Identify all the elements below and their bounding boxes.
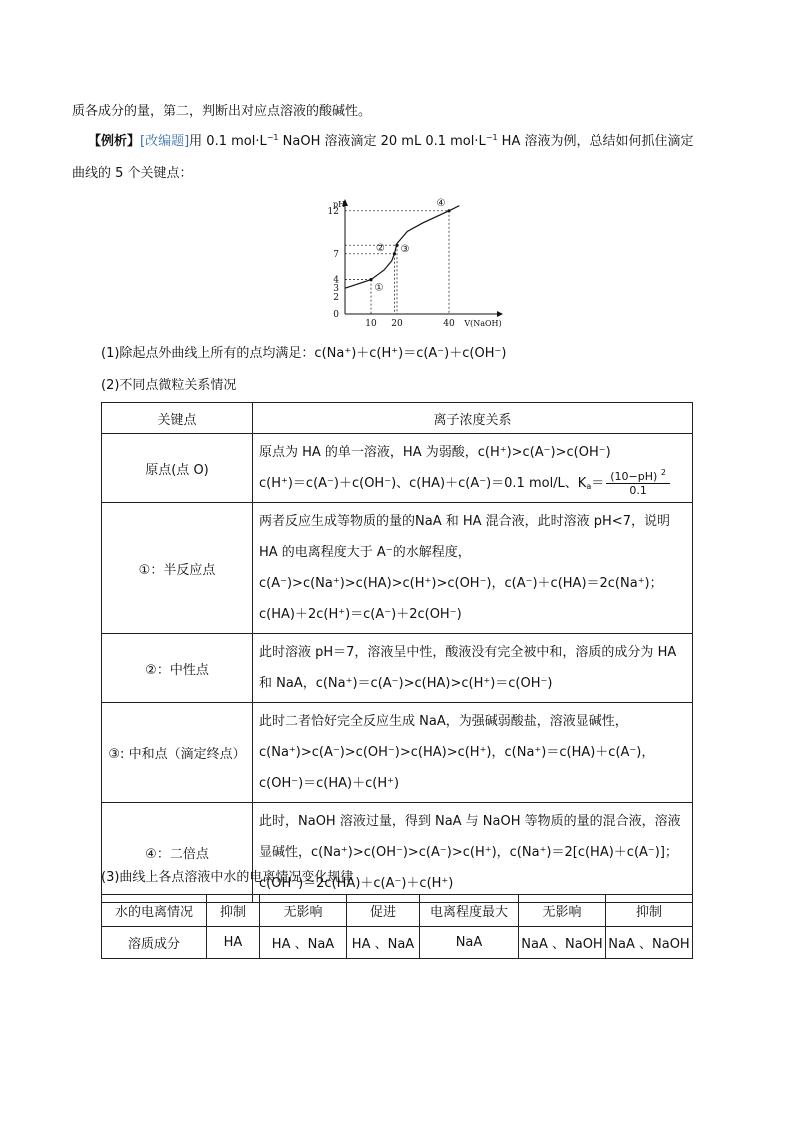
relation-origin-line-2 bbox=[259, 468, 686, 499]
table-row bbox=[102, 895, 693, 927]
y-tick-label: 4 bbox=[333, 275, 339, 286]
header-ion-relation: 离子浓度关系 bbox=[253, 403, 693, 434]
ka-fraction-numerator bbox=[606, 470, 670, 484]
key-point-neutral: ②：中性点 bbox=[102, 634, 253, 703]
cell-solute-6: NaA 、NaOH bbox=[606, 927, 693, 959]
relation-equivalence: 此时二者恰好完全反应生成 NaA，为强碱弱酸盐，溶液显碱性，c(Na⁺)>c(A⁻)>c(OH⁻)>c(HA)>c(H⁺)，c(Na⁺)＝c(HA)＋c(A⁻)，c(OH⁻)＝c(HA)＋c(H⁺) bbox=[253, 703, 693, 803]
section-3-title: (3)曲线上各点溶液中水的电离情况变化规律 bbox=[101, 870, 354, 885]
table-row bbox=[102, 803, 693, 903]
section-1 bbox=[101, 346, 506, 362]
header-key-point: 关键点 bbox=[102, 403, 253, 434]
example-line-2: 曲线的 5 个关键点： bbox=[72, 166, 193, 181]
section-1-prefix: (1)除起点外曲线上所有的点均满足： bbox=[101, 346, 315, 361]
ka-num-text: (10−pH) bbox=[610, 470, 658, 483]
key-point-marker bbox=[369, 278, 372, 281]
y-tick-label: 7 bbox=[333, 249, 339, 260]
key-point-marker bbox=[447, 209, 450, 212]
water-ionization-table bbox=[101, 894, 693, 959]
key-point-origin: 原点(点 O) bbox=[102, 434, 253, 503]
example-tag: [改编题] bbox=[140, 134, 190, 149]
key-points-table bbox=[101, 402, 693, 903]
table-row bbox=[102, 634, 693, 703]
section-1-formula: c(Na⁺)＋c(H⁺)＝c(A⁻)＋c(OH⁻) bbox=[314, 346, 507, 361]
cell-ionization-1: 抑制 bbox=[207, 895, 260, 927]
ka-equals: ＝ bbox=[591, 476, 605, 491]
cell-solute-5: NaA 、NaOH bbox=[519, 927, 606, 959]
ka-fraction-denominator: 0.1 bbox=[629, 484, 647, 497]
table-row bbox=[102, 703, 693, 803]
example-text-2: NaOH 溶液滴定 20 mL 0.1 mol·L bbox=[278, 134, 486, 149]
key-point-label: ③ bbox=[400, 244, 410, 256]
key-point-double: ④：二倍点 bbox=[102, 803, 253, 903]
cell-ionization-6: 抑制 bbox=[606, 895, 693, 927]
ka-subscript: a bbox=[586, 482, 592, 491]
table-row bbox=[102, 434, 693, 503]
cell-ionization-4: 电离程度最大 bbox=[420, 895, 519, 927]
ka-num-exp: 2 bbox=[660, 468, 666, 477]
table-row bbox=[102, 927, 693, 959]
example-line-1 bbox=[88, 134, 693, 150]
cell-solute-1: HA bbox=[207, 927, 260, 959]
key-point-label: ④ bbox=[436, 197, 446, 209]
x-tick-label: 10 bbox=[365, 319, 377, 329]
relation-origin bbox=[253, 434, 693, 503]
example-text-3: HA 溶液为例，总结如何抓住滴定 bbox=[497, 134, 694, 149]
titration-chart bbox=[325, 196, 505, 334]
x-tick-label: 20 bbox=[391, 319, 403, 329]
y-tick-label: 2 bbox=[333, 292, 339, 303]
intro-line: 质各成分的量，第二，判断出对应点溶液的酸碱性。 bbox=[72, 104, 372, 119]
cell-ionization-5: 无影响 bbox=[519, 895, 606, 927]
table-row bbox=[102, 503, 693, 634]
origin-label: 0 bbox=[333, 310, 339, 320]
cell-ionization-3: 促进 bbox=[347, 895, 420, 927]
example-bracket: 【例析】 bbox=[88, 134, 141, 149]
ka-fraction bbox=[606, 470, 670, 497]
y-axis-label: pH bbox=[333, 200, 346, 209]
relation-origin-line-1: 原点为 HA 的单一溶液，HA 为弱酸，c(H⁺)>c(A⁻)>c(OH⁻) bbox=[259, 445, 611, 460]
key-point-label: ① bbox=[374, 282, 384, 294]
key-point-label: ② bbox=[375, 242, 385, 254]
cell-ionization-2: 无影响 bbox=[260, 895, 347, 927]
key-point-marker bbox=[395, 244, 398, 247]
key-point-marker bbox=[393, 252, 396, 255]
example-exp-2: −1 bbox=[485, 133, 498, 142]
cell-solute-label: 溶质成分 bbox=[102, 927, 207, 959]
cell-solute-2: HA 、NaA bbox=[260, 927, 347, 959]
example-text-1: 用 0.1 mol·L bbox=[189, 134, 267, 149]
x-axis-arrow bbox=[497, 311, 503, 317]
key-point-equivalence: ③: 中和点（滴定终点） bbox=[102, 703, 253, 803]
section-2-title: (2)不同点微粒关系情况 bbox=[101, 378, 237, 393]
x-axis-label: V(NaOH) bbox=[464, 319, 502, 328]
y-tick-label: 12 bbox=[327, 206, 339, 217]
relation-neutral: 此时溶液 pH＝7，溶液呈中性，酸液没有完全被中和，溶质的成分为 HA 和 NaA，c(Na⁺)＝c(A⁻)>c(HA)>c(H⁺)＝c(OH⁻) bbox=[253, 634, 693, 703]
relation-origin-line-2-text: c(H⁺)＝c(A⁻)＋c(OH⁻)、c(HA)＋c(A⁻)＝0.1 mol/L、K bbox=[259, 476, 587, 491]
cell-solute-4: NaA bbox=[420, 927, 519, 959]
y-tick-label: 3 bbox=[333, 284, 339, 295]
x-tick-label: 40 bbox=[443, 319, 455, 329]
cell-solute-3: HA 、NaA bbox=[347, 927, 420, 959]
relation-double: 此时，NaOH 溶液过量，得到 NaA 与 NaOH 等物质的量的混合液，溶液显碱性，c(Na⁺)>c(OH⁻)>c(A⁻)>c(H⁺)，c(Na⁺)＝2[c(HA)＋c(A⁻)]；c(OH⁻)＝2c(HA)＋c(A⁻)＋c(H⁺) bbox=[253, 803, 693, 903]
key-point-half-reaction: ①：半反应点 bbox=[102, 503, 253, 634]
table-header-row bbox=[102, 403, 693, 434]
cell-ionization-label: 水的电离情况 bbox=[102, 895, 207, 927]
example-exp-1: −1 bbox=[266, 133, 279, 142]
relation-half-reaction: 两者反应生成等物质的量的NaA 和 HA 混合液，此时溶液 pH<7，说明HA 的电离程度大于 A⁻的水解程度，c(A⁻)>c(Na⁺)>c(HA)>c(H⁺)>c(OH⁻)，c(A⁻)＋c(HA)＝2c(Na⁺)；c(HA)＋2c(H⁺)＝c(A⁻)＋2c(OH⁻) bbox=[253, 503, 693, 634]
